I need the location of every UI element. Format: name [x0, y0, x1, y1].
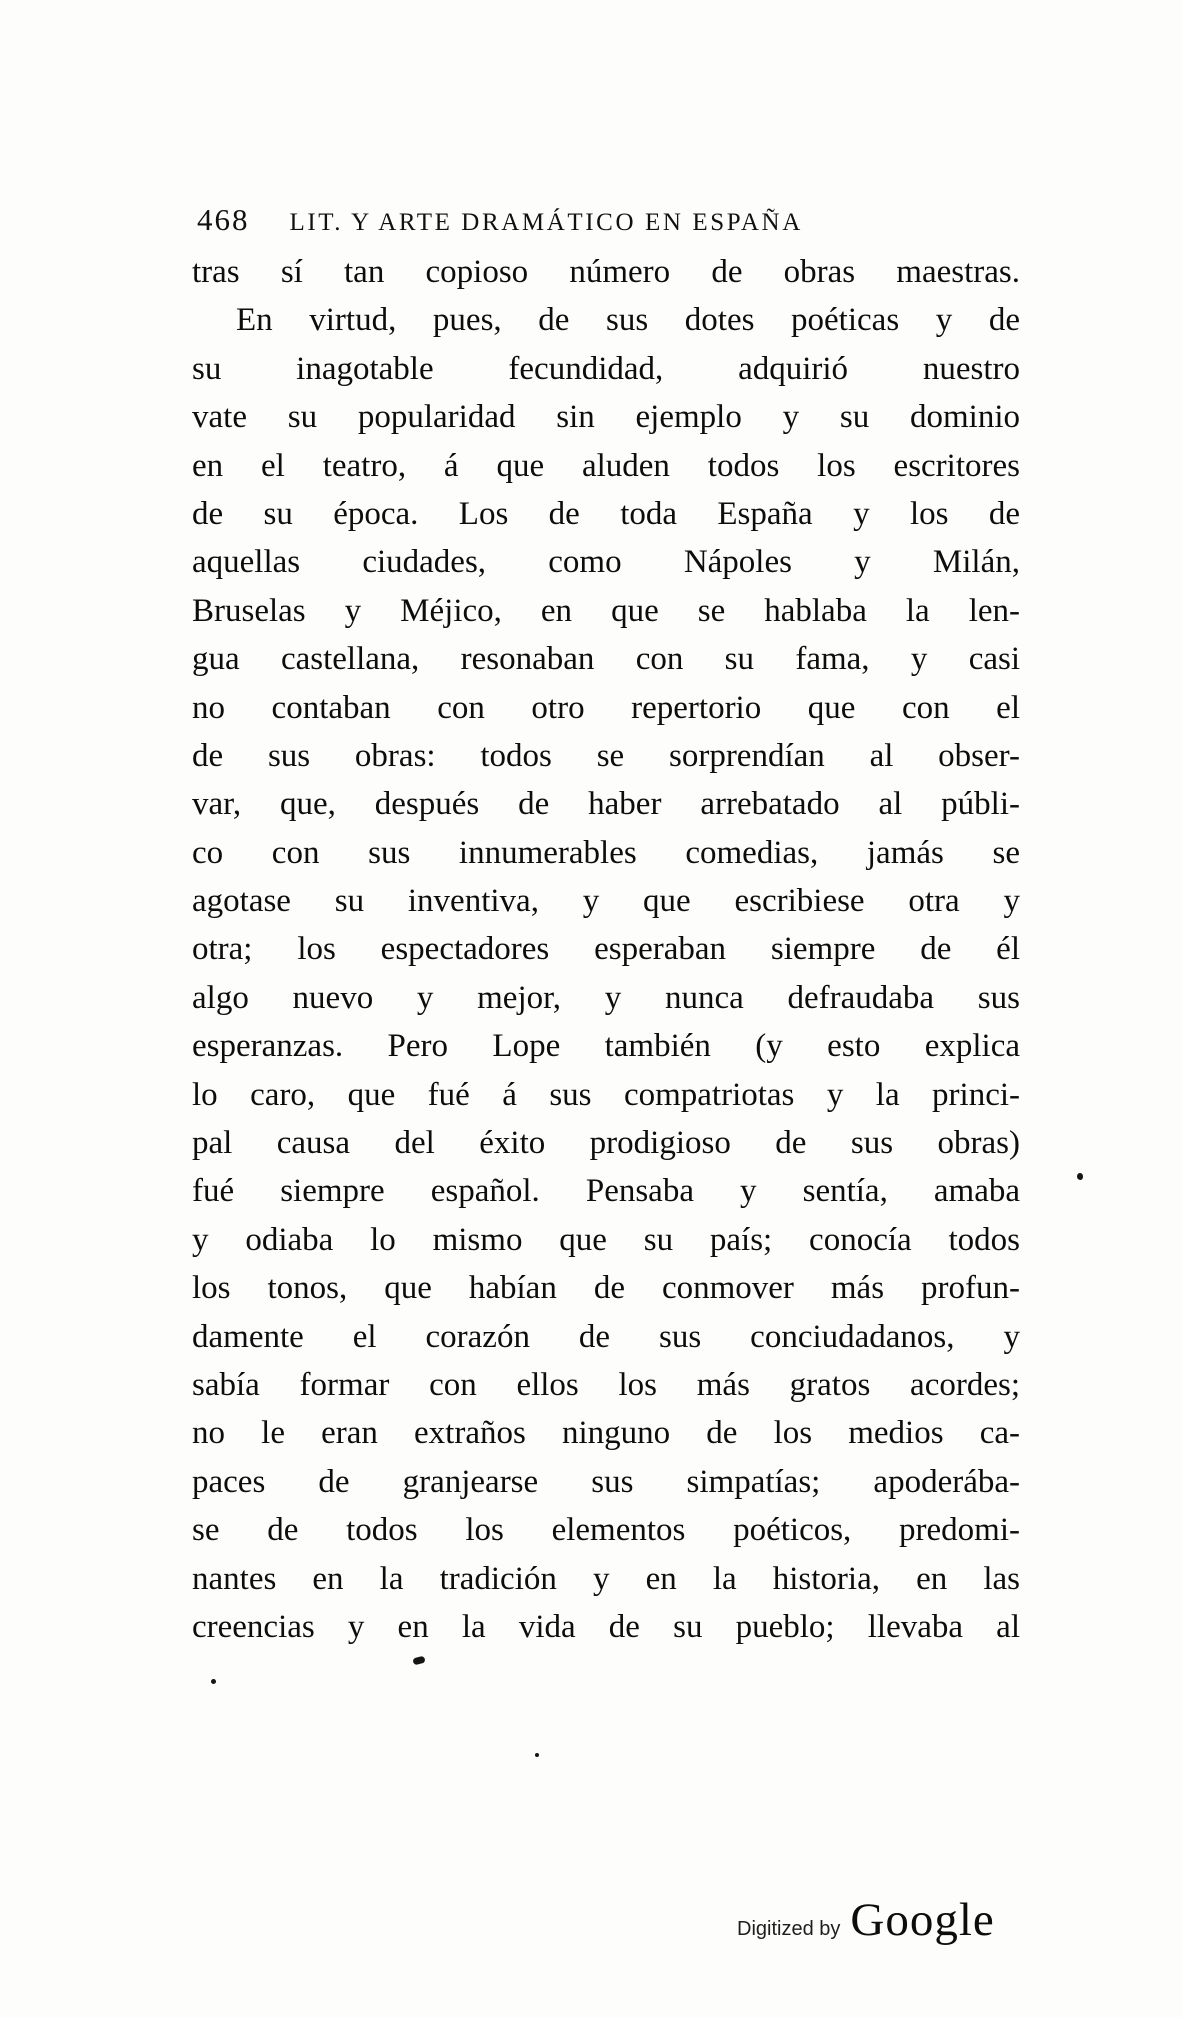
- text-line: Bruselas y Méjico, en que se hablaba la len-: [192, 592, 1020, 629]
- text-line: fué siempre español. Pensaba y sentía, amaba: [192, 1173, 1020, 1210]
- ink-speck: [1077, 1173, 1083, 1180]
- text-line: su inagotable fecundidad, adquirió nuestro: [192, 350, 1020, 387]
- text-line: nantes en la tradición y en la historia, en las: [192, 1560, 1020, 1597]
- text-line: damente el corazón de sus conciudadanos, y: [192, 1318, 1020, 1355]
- text-line: tras sí tan copioso número de obras maestras.: [192, 254, 1020, 290]
- text-line: vate su popularidad sin ejemplo y su dominio: [192, 399, 1020, 436]
- body-text: [192, 248, 1020, 1651]
- text-line: co con sus innumerables comedias, jamás se: [192, 834, 1020, 871]
- text-line: gua castellana, resonaban con su fama, y casi: [192, 641, 1020, 678]
- text-line: creencias y en la vida de su pueblo; llevaba al: [192, 1608, 1020, 1645]
- text-line: de sus obras: todos se sorprendían al obser-: [192, 737, 1020, 774]
- ink-speck: [535, 1753, 539, 1757]
- text-line: no contaban con otro repertorio que con el: [192, 689, 1020, 726]
- text-line: otra; los espectadores esperaban siempre de él: [192, 931, 1020, 968]
- text-line: y odiaba lo mismo que su país; conocía todos: [192, 1221, 1020, 1258]
- text-line: de su época. Los de toda España y los de: [192, 495, 1020, 532]
- ink-speck: [412, 1656, 425, 1666]
- ink-speck: [211, 1679, 216, 1684]
- text-line: en el teatro, á que aluden todos los escritores: [192, 447, 1020, 484]
- text-line: no le eran extraños ninguno de los medios ca-: [192, 1415, 1020, 1452]
- text-line: lo caro, que fué á sus compatriotas y la princi-: [192, 1076, 1020, 1113]
- text-line: agotase su inventiva, y que escribiese otra y: [192, 883, 1020, 920]
- running-title: LIT. Y ARTE DRAMÁTICO EN ESPAÑA: [289, 209, 803, 236]
- watermark-prefix: Digitized by: [737, 1918, 841, 1940]
- text-line: pal causa del éxito prodigioso de sus obras): [192, 1125, 1020, 1162]
- text-line: paces de granjearse sus simpatías; apoderába-: [192, 1463, 1020, 1500]
- text-line: los tonos, que habían de conmover más profun-: [192, 1270, 1020, 1307]
- text-line: aquellas ciudades, como Nápoles y Milán,: [192, 544, 1020, 581]
- text-line: algo nuevo y mejor, y nunca defraudaba sus: [192, 979, 1020, 1016]
- google-logo: Google: [850, 1894, 995, 1946]
- digitized-by-watermark: [737, 1893, 995, 1947]
- text-line: En virtud, pues, de sus dotes poéticas y de: [236, 302, 1020, 339]
- text-line: sabía formar con ellos los más gratos acordes;: [192, 1366, 1020, 1403]
- text-line: var, que, después de haber arrebatado al públi-: [192, 786, 1020, 823]
- text-line: esperanzas. Pero Lope también (y esto explica: [192, 1028, 1020, 1065]
- text-line: se de todos los elementos poéticos, predomi-: [192, 1512, 1020, 1549]
- page-number: 468: [197, 202, 250, 237]
- running-header: [197, 202, 803, 238]
